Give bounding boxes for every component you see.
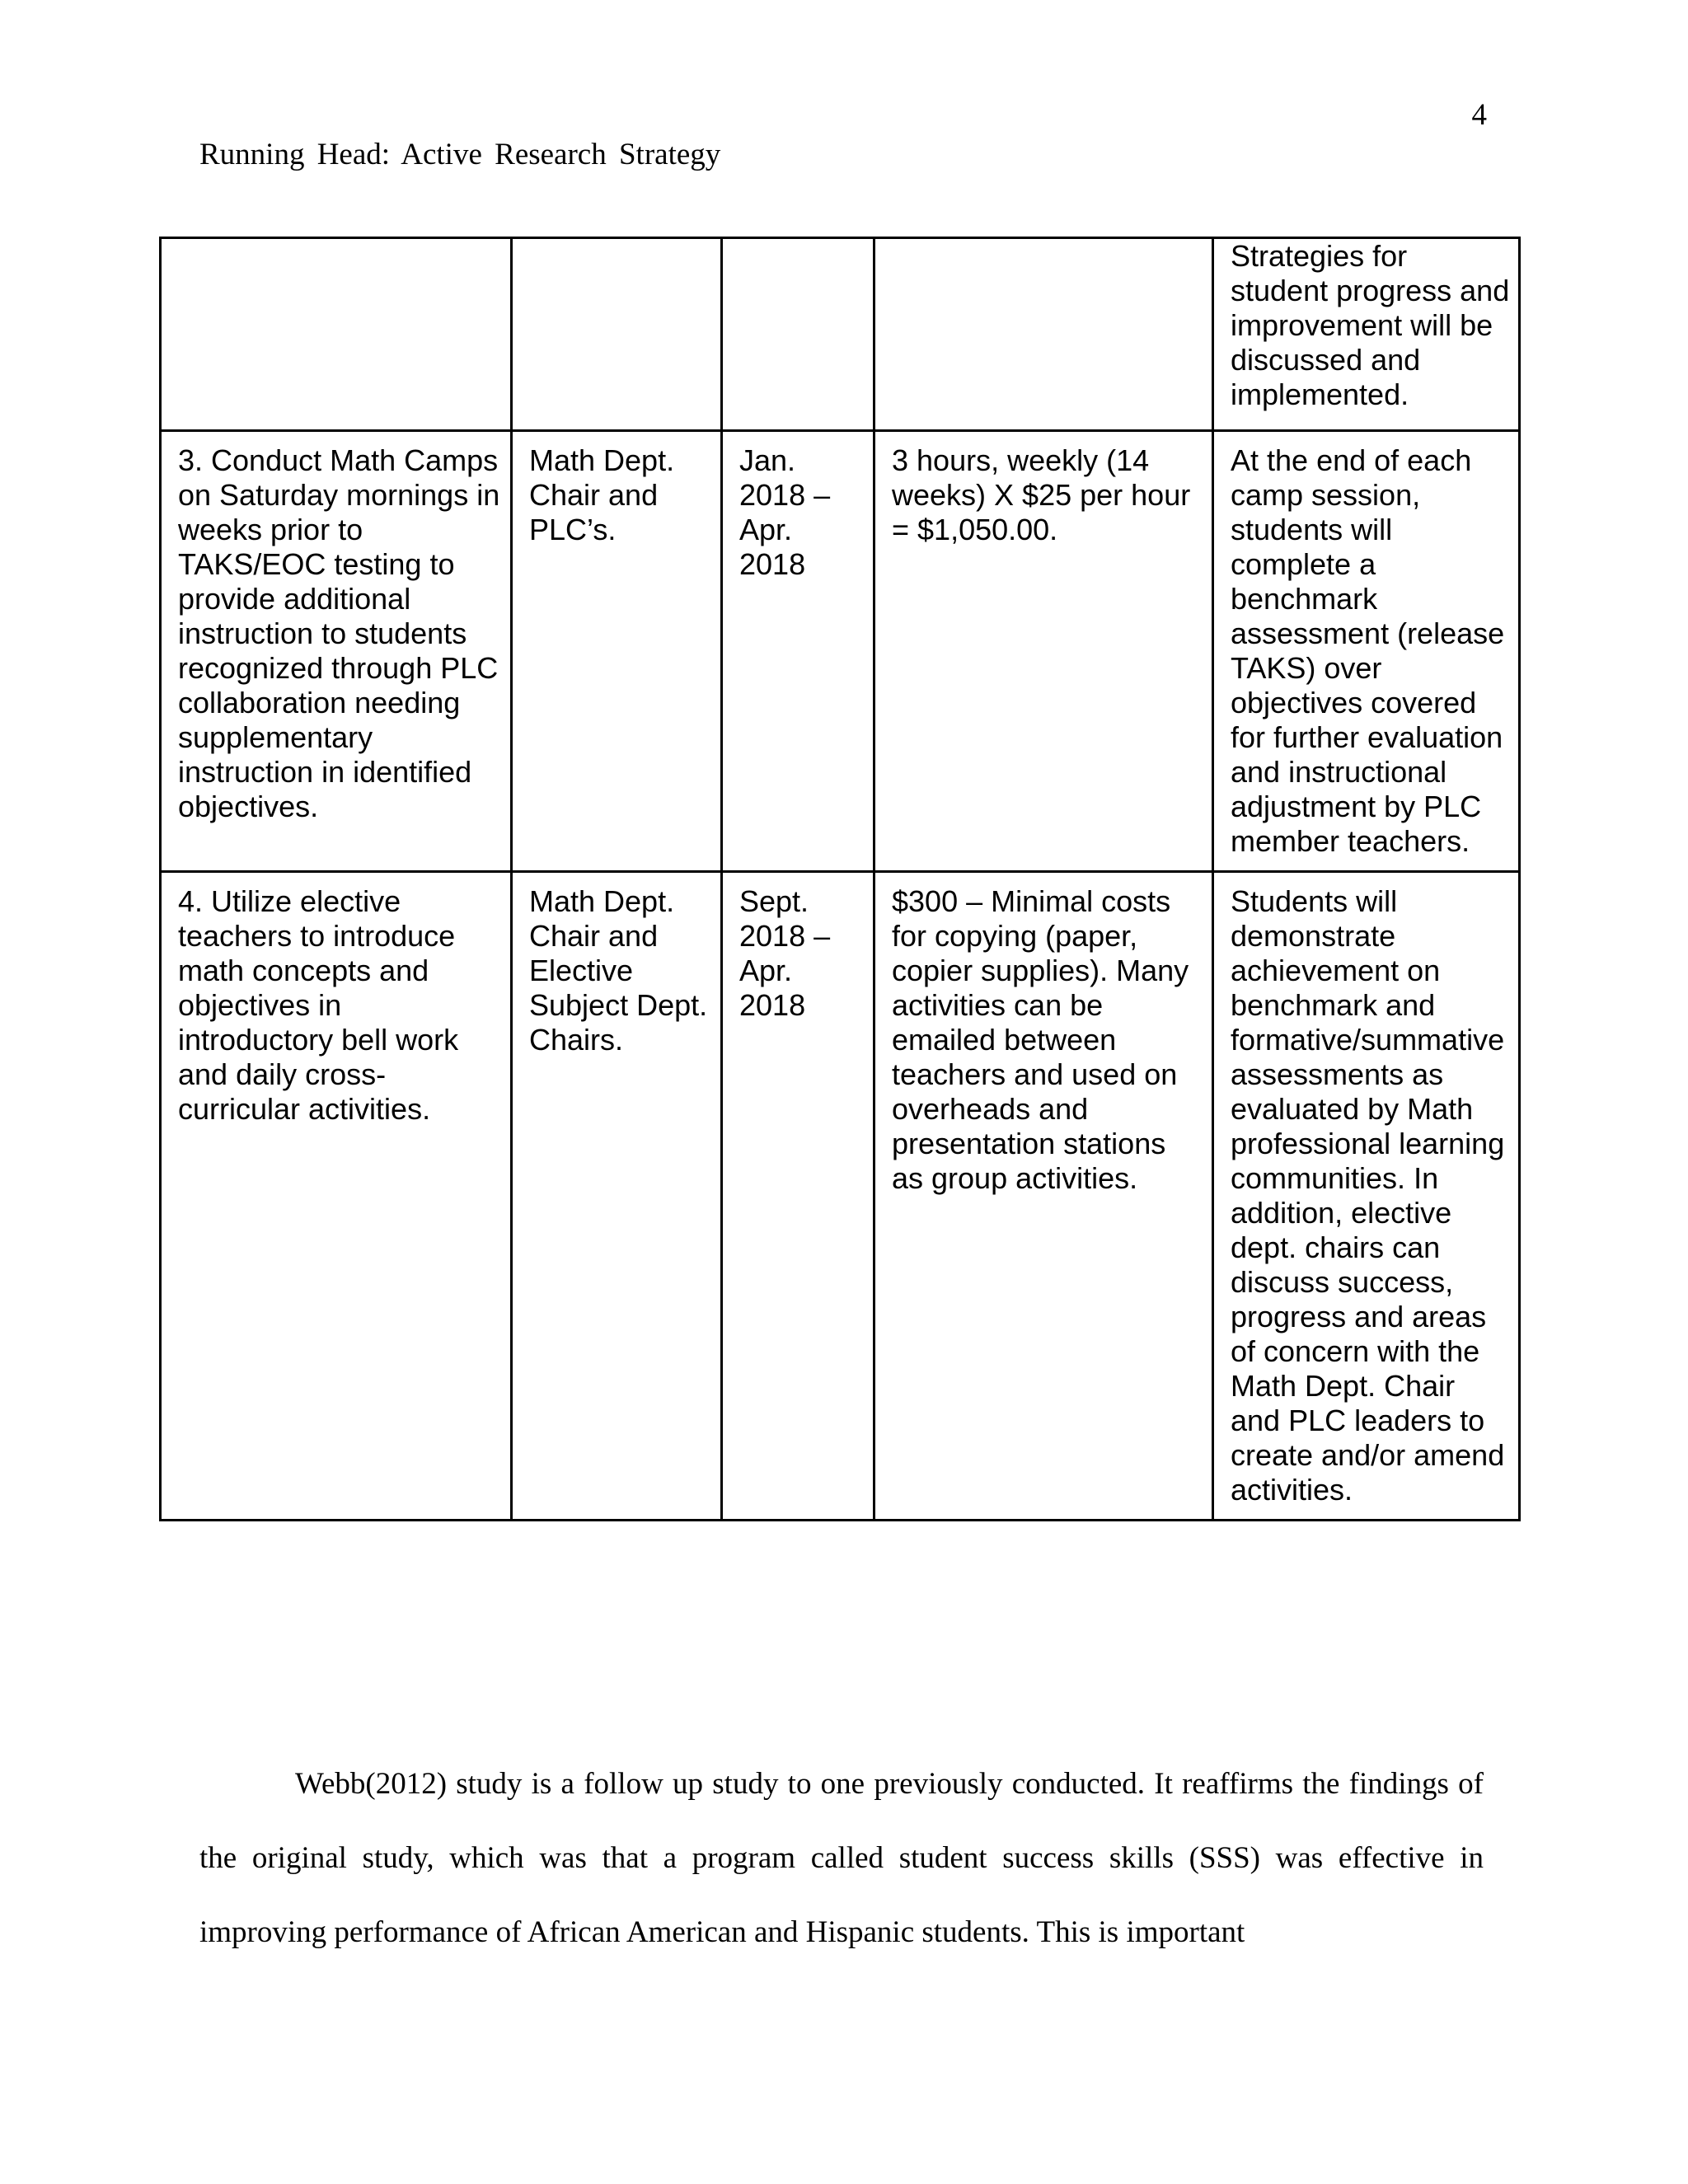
responsible-cell: Math Dept. Chair and PLC’s. (512, 431, 722, 872)
responsible-cell (512, 238, 722, 431)
action-cell: 3. Conduct Math Camps on Saturday mornings in weeks prior to TAKS/EOC testing to provide additional instruction to students recognized through PLC collaboration needing supplementary instruction in identified objectives. (161, 431, 512, 872)
evaluation-cell: Strategies for student progress and improvement will be discussed and implemented. (1213, 238, 1520, 431)
timeline-cell: Jan. 2018 – Apr. 2018 (722, 431, 874, 872)
running-head: Running Head: Active Research Strategy (199, 138, 721, 171)
page-number: 4 (1471, 98, 1487, 132)
resources-cell: $300 – Minimal costs for copying (paper, copier supplies). Many activities can be emailed between teachers and used on overheads and presentation stations as group activities. (874, 872, 1213, 1521)
evaluation-cell: Students will demonstrate achievement on benchmark and formative/summative assessments as evaluated by Math professional learning communities. In addition, elective dept. chairs can discuss success, progress and areas of concern with the Math Dept. Chair and PLC leaders to create and/or amend activities. (1213, 872, 1520, 1521)
table-row (161, 872, 1520, 1521)
body-paragraph: Webb(2012) study is a follow up study to one previously conducted. It reaffirms the findings of the original study, which was that a program called student success skills (SSS) was effective in improving performance of African American and Hispanic students. This is important (199, 1767, 1484, 1949)
action-plan-table (159, 237, 1521, 1521)
table-row (161, 431, 1520, 872)
timeline-cell: Sept. 2018 – Apr. 2018 (722, 872, 874, 1521)
action-cell (161, 238, 512, 431)
timeline-cell (722, 238, 874, 431)
evaluation-cell: At the end of each camp session, students will complete a benchmark assessment (release TAKS) over objectives covered for further evaluation and instructional adjustment by PLC member teachers. (1213, 431, 1520, 872)
responsible-cell: Math Dept. Chair and Elective Subject Dept. Chairs. (512, 872, 722, 1521)
resources-cell: 3 hours, weekly (14 weeks) X $25 per hour = $1,050.00. (874, 431, 1213, 872)
table-row (161, 238, 1520, 431)
action-cell: 4. Utilize elective teachers to introduce math concepts and objectives in introductory bell work and daily cross-curricular activities. (161, 872, 512, 1521)
resources-cell (874, 238, 1213, 431)
